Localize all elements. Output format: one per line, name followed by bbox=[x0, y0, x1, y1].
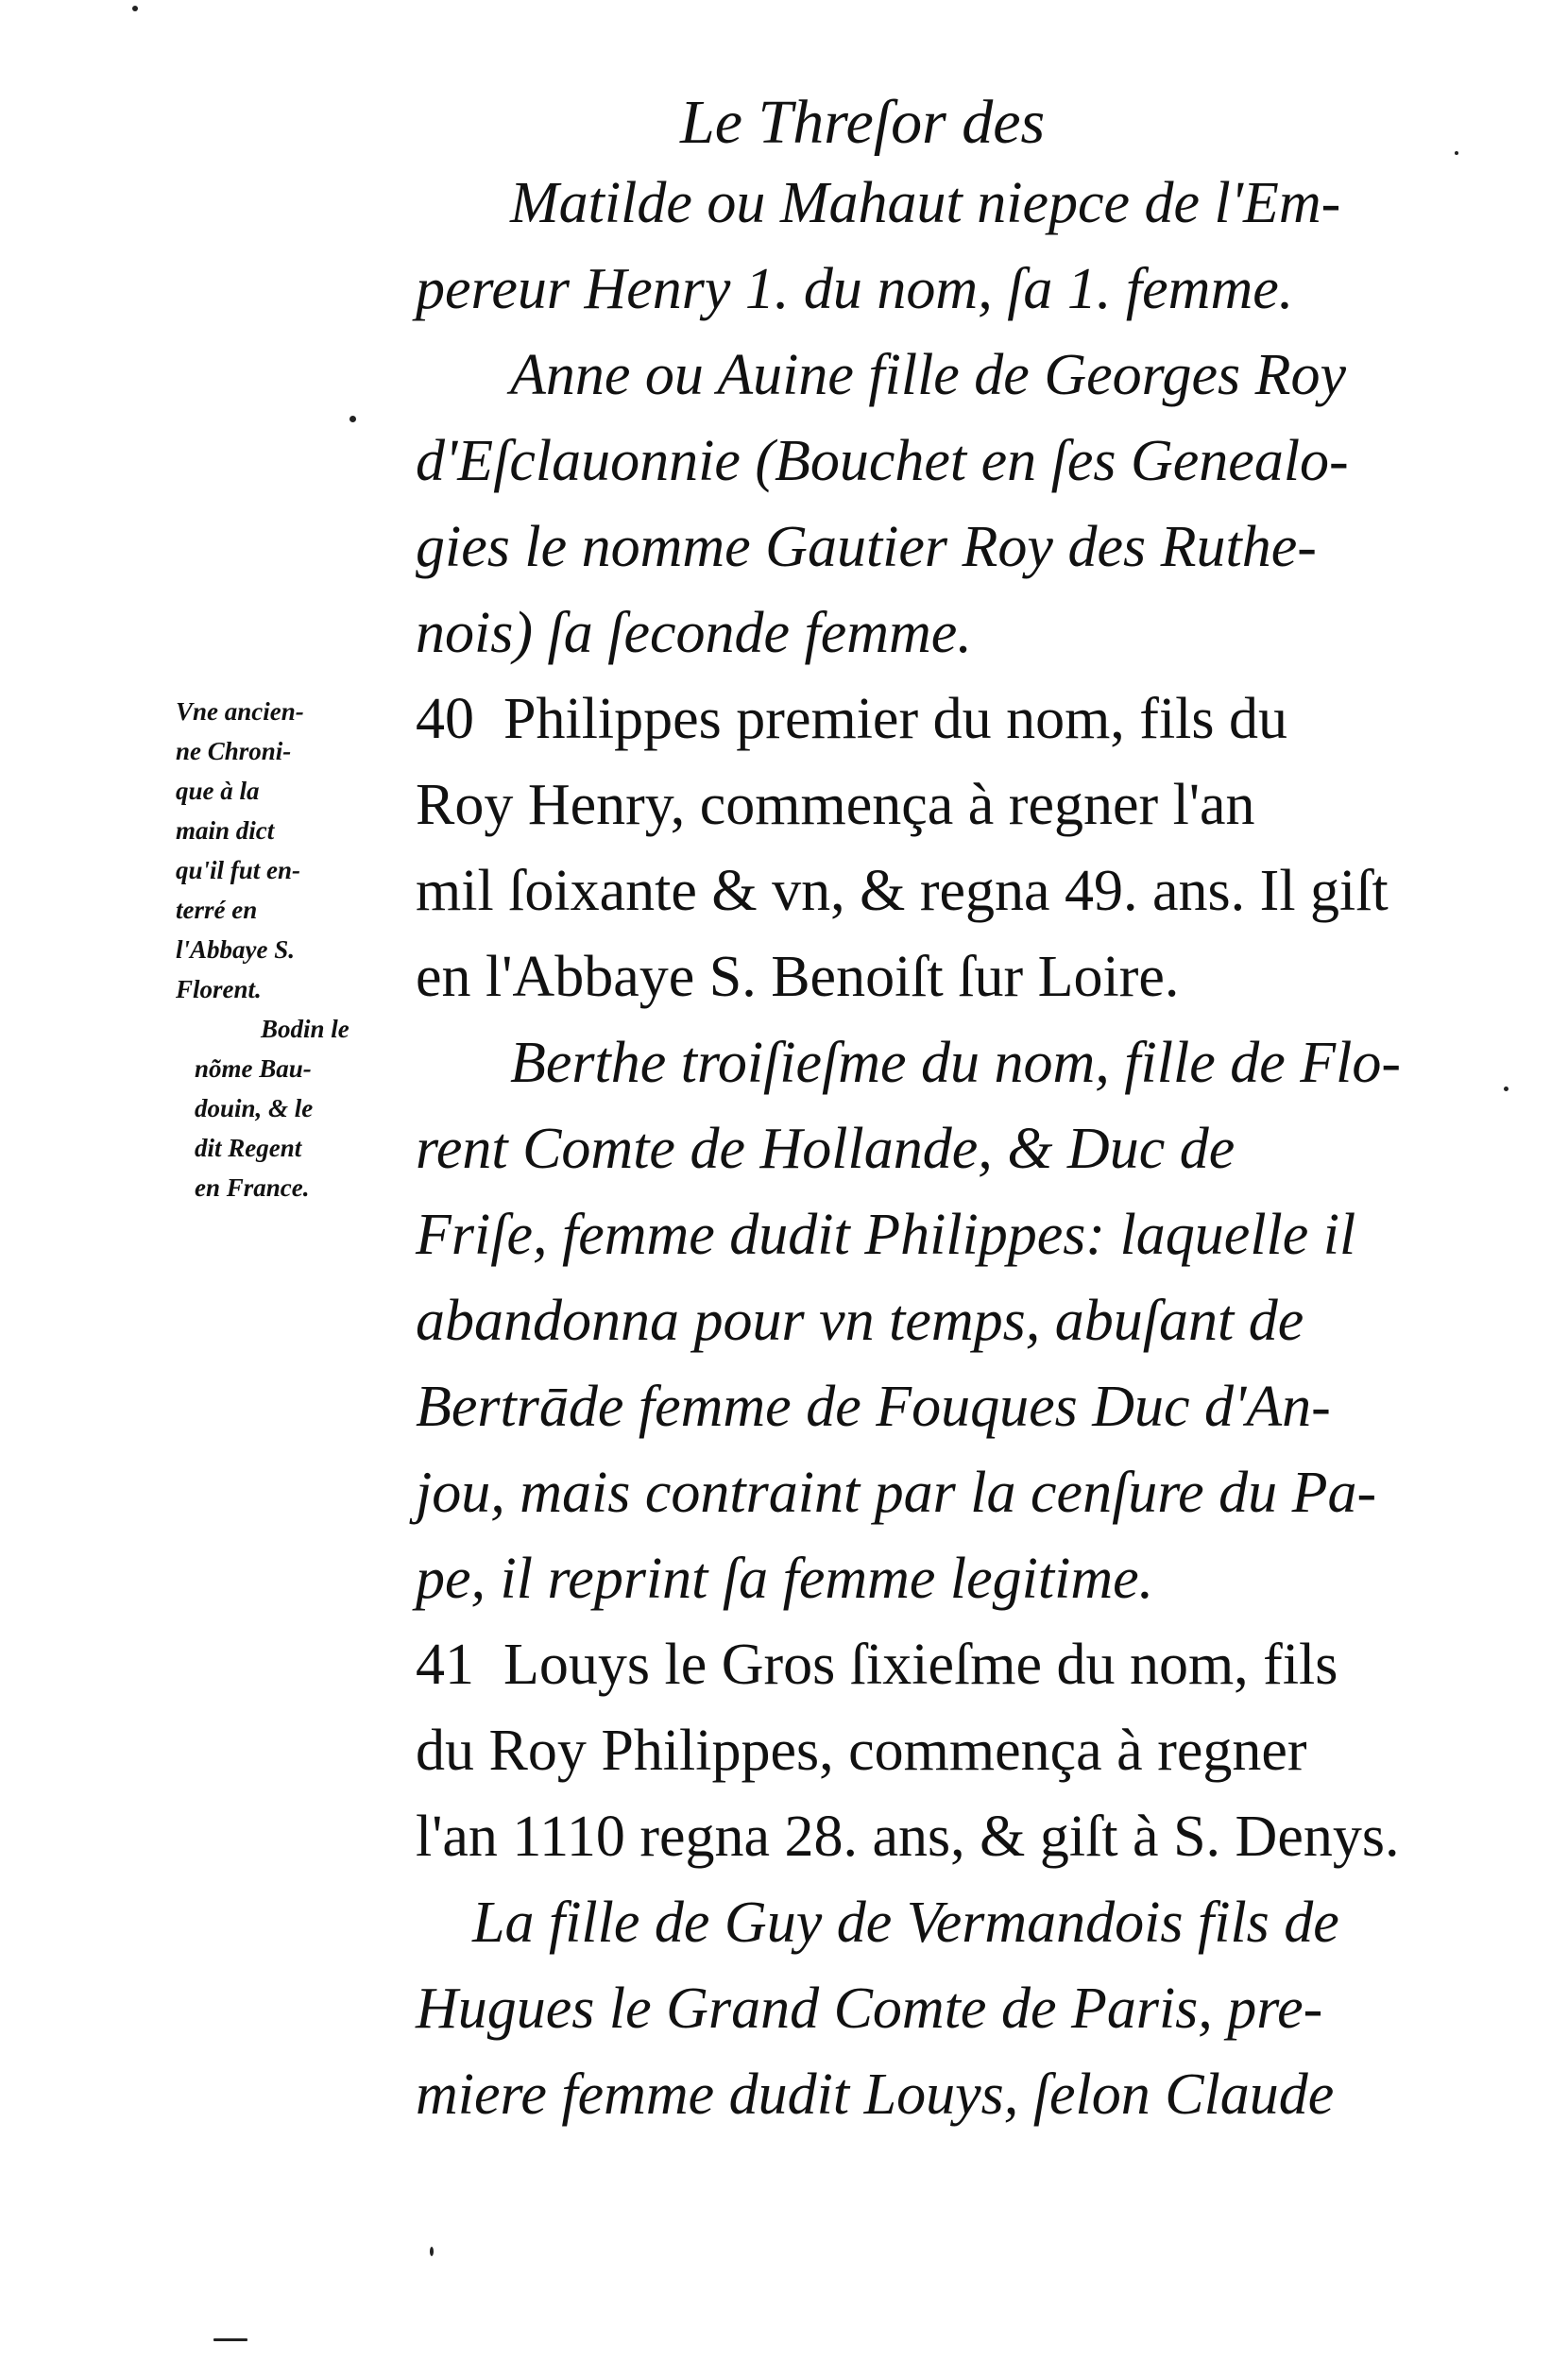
ink-speck bbox=[213, 2338, 247, 2341]
margin-note-line: que à la bbox=[176, 777, 260, 805]
text-line: 41 Louys le Gros ſixieſme du nom, fils bbox=[416, 1633, 1338, 1697]
margin-note-line: l'Abbaye S. bbox=[176, 935, 295, 964]
ink-speck bbox=[1455, 151, 1458, 155]
text-line: mil ſoixante & vn, & regna 49. ans. Il giſt bbox=[416, 859, 1389, 923]
ink-speck bbox=[132, 6, 138, 11]
running-head: Le Threſor des bbox=[680, 88, 1046, 157]
text-line: jou, mais contraint par la cenſure du Pa- bbox=[416, 1461, 1377, 1525]
margin-note-line: qu'il fut en- bbox=[176, 856, 301, 884]
ink-speck bbox=[1504, 1087, 1508, 1091]
body-text bbox=[416, 161, 1426, 2138]
text-line: miere femme dudit Louys, ſelon Claude bbox=[416, 2062, 1335, 2127]
margin-note-line: nõme Bau- bbox=[195, 1054, 312, 1083]
margin-note-line: ne Chroni- bbox=[176, 737, 292, 765]
text-line: gies le nomme Gautier Roy des Ruthe- bbox=[416, 515, 1317, 579]
ink-speck bbox=[430, 2247, 434, 2256]
text-line: en l'Abbaye S. Benoiſt ſur Loire. bbox=[416, 945, 1180, 1009]
margin-note-line: en France. bbox=[195, 1173, 310, 1202]
margin-note-line: dit Regent bbox=[195, 1134, 302, 1162]
margin-note-line: terré en bbox=[176, 896, 258, 924]
text-line: Matilde ou Mahaut niepce de l'Em- bbox=[510, 171, 1341, 235]
margin-note-line: Bodin le bbox=[261, 1015, 349, 1043]
text-line: Berthe troiſieſme du nom, fille de Flo- bbox=[510, 1031, 1401, 1095]
text-line: Roy Henry, commença à regner l'an bbox=[416, 773, 1255, 837]
text-line: nois) ſa ſeconde femme. bbox=[416, 601, 972, 665]
margin-note-line: Florent. bbox=[176, 975, 262, 1003]
text-line: abandonna pour vn temps, abuſant de bbox=[416, 1289, 1304, 1353]
text-line: La fille de Guy de Vermandois fils de bbox=[472, 1891, 1339, 1955]
text-line: Anne ou Auine fille de Georges Roy bbox=[510, 343, 1346, 407]
text-line: rent Comte de Hollande, & Duc de bbox=[416, 1117, 1236, 1181]
margin-notes bbox=[176, 692, 402, 1207]
text-line: pe, il reprint ſa femme legitime. bbox=[416, 1547, 1154, 1611]
ink-speck bbox=[349, 416, 356, 422]
margin-note-line: main dict bbox=[176, 816, 275, 845]
text-line: pereur Henry 1. du nom, ſa 1. femme. bbox=[416, 257, 1294, 321]
text-line: 40 Philippes premier du nom, fils du bbox=[416, 687, 1288, 751]
text-line: Friſe, femme dudit Philippes: laquelle il bbox=[416, 1203, 1356, 1267]
text-line: d'Eſclauonnie (Bouchet en ſes Genealo- bbox=[416, 429, 1349, 493]
text-line: du Roy Philippes, commença à regner bbox=[416, 1719, 1307, 1783]
margin-note-line: douin, & le bbox=[195, 1094, 314, 1122]
text-line: l'an 1110 regna 28. ans, & giſt à S. Denys. bbox=[416, 1805, 1400, 1869]
margin-note-line: Vne ancien- bbox=[176, 697, 304, 726]
text-line: Bertrāde femme de Fouques Duc d'An- bbox=[416, 1375, 1331, 1439]
text-line: Hugues le Grand Comte de Paris, pre- bbox=[416, 1977, 1323, 2041]
